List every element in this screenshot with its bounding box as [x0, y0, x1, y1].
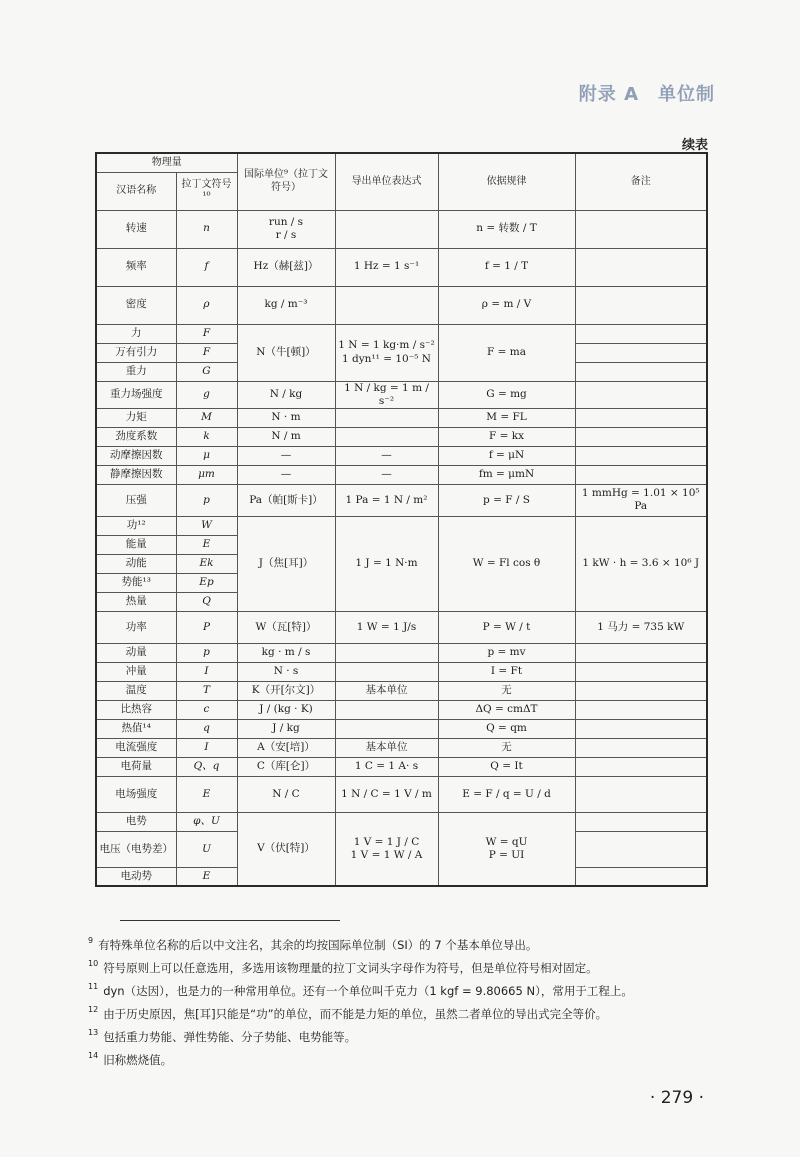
quantity-symbol: f: [176, 248, 237, 286]
table-row: [96, 381, 707, 408]
si-unit: kg · m / s: [237, 643, 335, 662]
quantity-symbol: p: [176, 484, 237, 516]
continued-label: 续表: [681, 138, 708, 153]
quantity-symbol: W: [176, 516, 237, 535]
quantity-name: 温度: [96, 681, 176, 700]
table-row: [96, 738, 707, 757]
note: 1 mmHg = 1.01 × 10⁵ Pa: [575, 484, 707, 516]
note: [575, 408, 707, 427]
quantity-symbol: p: [176, 643, 237, 662]
footnote-10: $^{10}$ 符号原则上可以任意选用，多选用该物理量的拉丁文词头字母作为符号，但是单位符号相对固定。: [88, 959, 598, 975]
quantity-name: 动能: [96, 554, 176, 573]
law: W = Fl cos θ: [438, 516, 575, 611]
footnote-12: $^{12}$ 由于历史原因，焦[耳]只能是“功”的单位，而不能是力矩的单位，虽然二者单位的导出式完全等价。: [88, 1005, 608, 1021]
quantity-name: 热值¹⁴: [96, 719, 176, 738]
quantity-symbol: M: [176, 408, 237, 427]
law: n = 转数 / T: [438, 210, 575, 248]
table-row: [96, 776, 707, 812]
note: [575, 427, 707, 446]
note: [575, 700, 707, 719]
header-quantity: 物理量: [96, 153, 237, 172]
table-row: [96, 446, 707, 465]
quantity-name: 势能¹³: [96, 573, 176, 592]
table-row: [96, 611, 707, 643]
quantity-symbol: U: [176, 831, 237, 867]
quantity-name: 电荷量: [96, 757, 176, 776]
note: [575, 248, 707, 286]
quantity-symbol: q: [176, 719, 237, 738]
si-unit: Hz（赫[兹]）: [237, 248, 335, 286]
quantity-symbol: ρ: [176, 286, 237, 324]
quantity-name: 转速: [96, 210, 176, 248]
footnote-9: $^9$ 有特殊单位名称的后以中文注名，其余的均按国际单位制（SI）的 7 个基本单位导出。: [88, 936, 538, 952]
derived-expr: —: [335, 446, 438, 465]
quantity-name: 静摩擦因数: [96, 465, 176, 484]
si-unit: —: [237, 446, 335, 465]
quantity-symbol: F: [176, 343, 237, 362]
law: fm = μmN: [438, 465, 575, 484]
law: G = mg: [438, 381, 575, 408]
law: p = F / S: [438, 484, 575, 516]
quantity-symbol: F: [176, 324, 237, 343]
quantity-name: 重力: [96, 362, 176, 381]
page-number: · 279 ·: [649, 1088, 704, 1108]
quantity-name: 功¹²: [96, 516, 176, 535]
si-unit: N · s: [237, 662, 335, 681]
header-law: 依据规律: [438, 153, 575, 210]
derived-expr: [335, 662, 438, 681]
derived-expr: [335, 210, 438, 248]
quantity-name: 功率: [96, 611, 176, 643]
si-unit: J（焦[耳]）: [237, 516, 335, 611]
note: [575, 757, 707, 776]
derived-expr: 1 N / kg = 1 m / s⁻²: [335, 381, 438, 408]
quantity-symbol: φ、U: [176, 812, 237, 831]
derived-expr: 基本单位: [335, 738, 438, 757]
quantity-symbol: Ek: [176, 554, 237, 573]
units-table: [95, 152, 708, 887]
footnotes: [88, 934, 728, 1072]
quantity-symbol: Q: [176, 592, 237, 611]
header-row-1: [96, 153, 707, 172]
si-unit: Pa（帕[斯卡]）: [237, 484, 335, 516]
table-row: [96, 324, 707, 343]
quantity-symbol: I: [176, 738, 237, 757]
quantity-name: 力: [96, 324, 176, 343]
quantity-name: 劲度系数: [96, 427, 176, 446]
law: 无: [438, 681, 575, 700]
quantity-symbol: I: [176, 662, 237, 681]
si-unit: J / (kg · K): [237, 700, 335, 719]
derived-expr: —: [335, 465, 438, 484]
quantity-name: 热量: [96, 592, 176, 611]
derived-expr: 1 N / C = 1 V / m: [335, 776, 438, 812]
law: P = W / t: [438, 611, 575, 643]
quantity-name: 电势: [96, 812, 176, 831]
derived-expr: 1 Hz = 1 s⁻¹: [335, 248, 438, 286]
si-unit: N / m: [237, 427, 335, 446]
note: [575, 324, 707, 343]
derived-expr: 1 J = 1 N·m: [335, 516, 438, 611]
quantity-symbol: E: [176, 867, 237, 886]
quantity-name: 重力场强度: [96, 381, 176, 408]
si-unit: J / kg: [237, 719, 335, 738]
note: 1 马力 = 735 kW: [575, 611, 707, 643]
table-row: [96, 700, 707, 719]
quantity-name: 频率: [96, 248, 176, 286]
derived-expr: 1 N = 1 kg·m / s⁻² 1 dyn¹¹ = 10⁻⁵ N: [335, 324, 438, 381]
quantity-name: 电动势: [96, 867, 176, 886]
si-unit: C（库[仑]）: [237, 757, 335, 776]
note: [575, 662, 707, 681]
law: Q = qm: [438, 719, 575, 738]
quantity-symbol: G: [176, 362, 237, 381]
quantity-symbol: g: [176, 381, 237, 408]
footnote-divider: [120, 920, 340, 921]
table-row: [96, 719, 707, 738]
law: I = Ft: [438, 662, 575, 681]
quantity-name: 冲量: [96, 662, 176, 681]
note: [575, 867, 707, 886]
derived-expr: 1 C = 1 A· s: [335, 757, 438, 776]
table-row: [96, 757, 707, 776]
law: f = 1 / T: [438, 248, 575, 286]
quantity-symbol: μ: [176, 446, 237, 465]
table-row: [96, 427, 707, 446]
footnote-13: $^{13}$ 包括重力势能、弹性势能、分子势能、电势能等。: [88, 1028, 357, 1044]
quantity-symbol: Q、q: [176, 757, 237, 776]
note: [575, 776, 707, 812]
header-cn-name: 汉语名称: [96, 172, 176, 210]
header-note: 备注: [575, 153, 707, 210]
quantity-name: 动摩擦因数: [96, 446, 176, 465]
quantity-name: 电场强度: [96, 776, 176, 812]
note: [575, 381, 707, 408]
law: Q = It: [438, 757, 575, 776]
note: [575, 681, 707, 700]
note: [575, 738, 707, 757]
table-row: [96, 643, 707, 662]
law: F = ma: [438, 324, 575, 381]
table-row: [96, 516, 707, 535]
si-unit: A（安[培]）: [237, 738, 335, 757]
note: [575, 812, 707, 831]
law: p = mv: [438, 643, 575, 662]
si-unit: W（瓦[特]）: [237, 611, 335, 643]
page-header: 附录 A 单位制: [578, 84, 715, 105]
quantity-name: 动量: [96, 643, 176, 662]
quantity-name: 万有引力: [96, 343, 176, 362]
derived-expr: 1 W = 1 J/s: [335, 611, 438, 643]
law: 无: [438, 738, 575, 757]
law: W = qU P = UI: [438, 812, 575, 886]
quantity-name: 压强: [96, 484, 176, 516]
table-row: [96, 681, 707, 700]
quantity-name: 比热容: [96, 700, 176, 719]
derived-expr: 基本单位: [335, 681, 438, 700]
note: [575, 343, 707, 362]
law: ΔQ = cmΔT: [438, 700, 575, 719]
note: [575, 446, 707, 465]
si-unit: K（开[尔文]）: [237, 681, 335, 700]
quantity-name: 力矩: [96, 408, 176, 427]
law: M = FL: [438, 408, 575, 427]
note: 1 kW · h = 3.6 × 10⁶ J: [575, 516, 707, 611]
quantity-symbol: Ep: [176, 573, 237, 592]
table-row: [96, 408, 707, 427]
si-unit: N / C: [237, 776, 335, 812]
derived-expr: [335, 408, 438, 427]
table-row: [96, 812, 707, 831]
law: f = μN: [438, 446, 575, 465]
note: [575, 643, 707, 662]
quantity-symbol: μm: [176, 465, 237, 484]
si-unit: N / kg: [237, 381, 335, 408]
si-unit: kg / m⁻³: [237, 286, 335, 324]
quantity-symbol: c: [176, 700, 237, 719]
table-row: [96, 484, 707, 516]
derived-expr: [335, 427, 438, 446]
si-unit: run / s r / s: [237, 210, 335, 248]
derived-expr: [335, 700, 438, 719]
quantity-symbol: E: [176, 776, 237, 812]
law: ρ = m / V: [438, 286, 575, 324]
derived-expr: 1 Pa = 1 N / m²: [335, 484, 438, 516]
quantity-symbol: T: [176, 681, 237, 700]
derived-expr: [335, 719, 438, 738]
derived-expr: [335, 643, 438, 662]
quantity-symbol: P: [176, 611, 237, 643]
quantity-symbol: k: [176, 427, 237, 446]
quantity-name: 电流强度: [96, 738, 176, 757]
si-unit: N · m: [237, 408, 335, 427]
quantity-name: 密度: [96, 286, 176, 324]
si-unit: N（牛[顿]）: [237, 324, 335, 381]
table-row: [96, 210, 707, 248]
derived-expr: 1 V = 1 J / C 1 V = 1 W / A: [335, 812, 438, 886]
quantity-name: 电压（电势差）: [96, 831, 176, 867]
table-row: [96, 248, 707, 286]
header-latin-symbol: 拉丁文符号¹⁰: [176, 172, 237, 210]
note: [575, 362, 707, 381]
footnote-14: $^{14}$ 旧称燃烧值。: [88, 1051, 173, 1067]
law: F = kx: [438, 427, 575, 446]
note: [575, 719, 707, 738]
header-si-unit: 国际单位⁹（拉丁文符号）: [237, 153, 335, 210]
table-row: [96, 465, 707, 484]
quantity-symbol: E: [176, 535, 237, 554]
derived-expr: [335, 286, 438, 324]
si-unit: —: [237, 465, 335, 484]
footnote-11: $^{11}$ dyn（达因），也是力的一种常用单位。还有一个单位叫千克力（1 kgf = 9.80665 N），常用于工程上。: [88, 982, 633, 998]
header-derived-expr: 导出单位表达式: [335, 153, 438, 210]
note: [575, 465, 707, 484]
note: [575, 210, 707, 248]
law: E = F / q = U / d: [438, 776, 575, 812]
note: [575, 286, 707, 324]
table-row: [96, 662, 707, 681]
si-unit: V（伏[特]）: [237, 812, 335, 886]
quantity-symbol: n: [176, 210, 237, 248]
table-row: [96, 286, 707, 324]
note: [575, 831, 707, 867]
quantity-name: 能量: [96, 535, 176, 554]
